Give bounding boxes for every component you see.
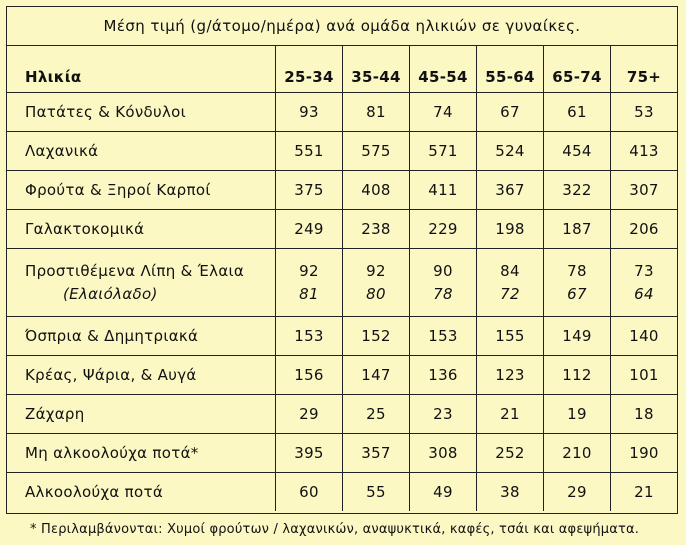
row-sublabel: (Ελαιόλαδο) [63,284,158,303]
row-value: 147 [343,355,410,394]
row-value: 21 [477,394,544,433]
row-subvalue: 78 [433,284,453,303]
row-value: 38 [477,472,544,511]
row-value-pair [410,248,477,316]
row-subvalue: 67 [567,284,587,303]
row-label-main: Προστιθέμενα Λίπη & Έλαια [25,261,245,280]
row-value: 29 [544,472,611,511]
row-value: 55 [343,472,410,511]
row-value: 408 [343,170,410,209]
header-row [7,45,677,92]
row-value: 92 [366,261,386,280]
row-label: Κρέας, Ψάρια, & Αυγά [7,355,276,394]
row-label: Αλκοολούχα ποτά [25,482,164,501]
row-value: 190 [611,433,678,472]
header-age-25-34: 25-34 [276,45,343,92]
row-value: 136 [410,355,477,394]
row-value: 454 [544,131,611,170]
row-value-pair [343,248,410,316]
table-row [7,170,677,209]
row-value: 249 [276,209,343,248]
row-label: Μη αλκοολούχα ποτά* [7,433,276,472]
row-value: 524 [477,131,544,170]
row-value: 61 [544,92,611,131]
row-value-pair [276,248,343,316]
row-value: 308 [410,433,477,472]
row-label: Λαχανικά [7,131,276,170]
table-title: Μέση τιμή (g/άτομο/ημέρα) ανά ομάδα ηλικιών σε γυναίκες. [7,7,677,46]
row-value: 18 [611,394,678,433]
row-value-pair [544,248,611,316]
row-value: 156 [276,355,343,394]
row-subvalue: 81 [299,284,319,303]
row-value: 153 [410,316,477,355]
row-value: 210 [544,433,611,472]
row-label: Ζάχαρη [7,394,276,433]
row-value: 395 [276,433,343,472]
row-value: 375 [276,170,343,209]
row-value: 53 [611,92,678,131]
row-value: 101 [611,355,678,394]
row-value: 238 [343,209,410,248]
row-label: Όσπρια & Δημητριακά [7,316,276,355]
row-value: 74 [410,92,477,131]
row-value: 149 [544,316,611,355]
footnote: * Περιλαμβάνονται: Χυμοί φρούτων / λαχανικών, αναψυκτικά, καφές, τσάι και αφεψήματα. [30,522,640,537]
row-value: 252 [477,433,544,472]
row-value: 152 [343,316,410,355]
row-value: 551 [276,131,343,170]
row-label: Γαλακτοκομικά [7,209,276,248]
row-value: 155 [477,316,544,355]
row-value: 84 [500,261,520,280]
row-label: Πατάτες & Κόνδυλοι [7,92,276,131]
row-value: 78 [567,261,587,280]
table-row [7,92,677,131]
row-value: 25 [343,394,410,433]
row-value: 187 [544,209,611,248]
table-row [7,472,677,511]
row-subvalue: 72 [500,284,520,303]
row-value: 153 [276,316,343,355]
table-row [7,209,677,248]
table-row [7,355,677,394]
row-value: 575 [343,131,410,170]
row-value: 19 [544,394,611,433]
row-value: 307 [611,170,678,209]
row-subvalue: 64 [634,284,654,303]
row-value-pair [477,248,544,316]
data-table [7,45,677,511]
header-age-45-54: 45-54 [410,45,477,92]
table-row [7,248,677,316]
row-label: Φρούτα & Ξηροί Καρποί [7,170,276,209]
header-age-label: Ηλικία [7,45,276,92]
row-value: 411 [410,170,477,209]
row-value: 322 [544,170,611,209]
row-value: 73 [634,261,654,280]
header-age-35-44: 35-44 [343,45,410,92]
row-value: 413 [611,131,678,170]
row-value: 92 [299,261,319,280]
header-age-75-plus: 75+ [611,45,678,92]
table-row [7,131,677,170]
row-value: 571 [410,131,477,170]
row-subvalue: 80 [366,284,386,303]
header-age-55-64: 55-64 [477,45,544,92]
table-row [7,394,677,433]
row-value: 49 [410,472,477,511]
row-value: 29 [276,394,343,433]
row-value: 229 [410,209,477,248]
row-value-pair [611,248,678,316]
table-row [7,433,677,472]
header-age-65-74: 65-74 [544,45,611,92]
row-value: 60 [276,472,343,511]
row-value: 67 [477,92,544,131]
table-row [7,316,677,355]
row-value: 90 [433,261,453,280]
row-value: 367 [477,170,544,209]
data-table-frame [6,6,678,514]
row-value: 123 [477,355,544,394]
row-value: 112 [544,355,611,394]
row-label [7,248,276,316]
row-value: 93 [276,92,343,131]
row-value: 23 [410,394,477,433]
row-value: 198 [477,209,544,248]
row-value: 357 [343,433,410,472]
row-value: 21 [611,472,678,511]
row-value: 140 [611,316,678,355]
row-value: 206 [611,209,678,248]
row-value: 81 [343,92,410,131]
